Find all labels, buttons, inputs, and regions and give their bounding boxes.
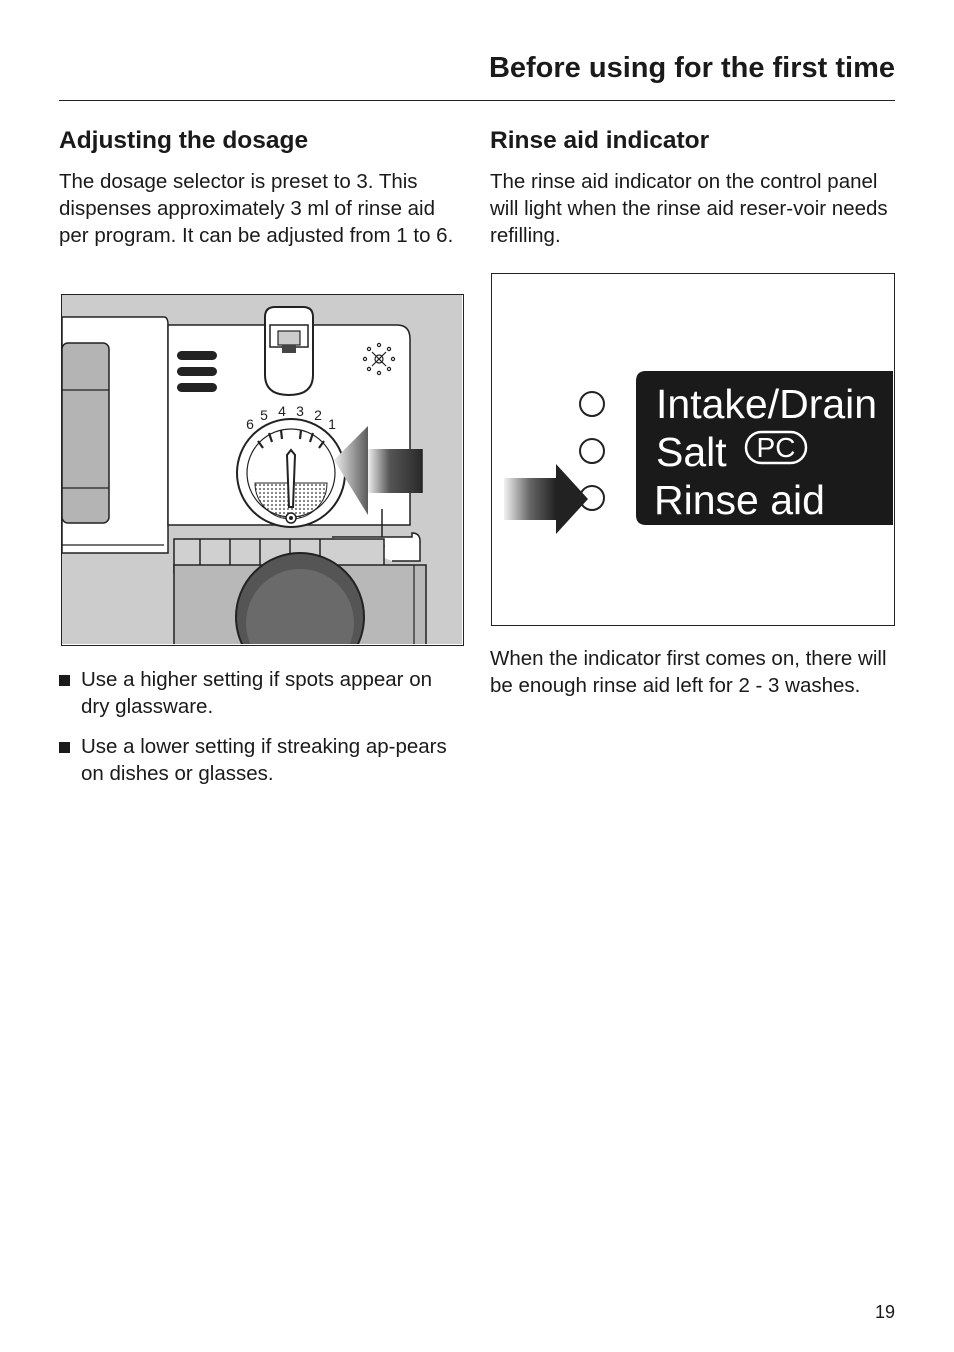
bullet-icon — [59, 675, 70, 686]
dial-number-1: 1 — [328, 416, 336, 432]
list-item — [59, 666, 464, 720]
salt-indicator-light — [580, 439, 604, 463]
adjusting-dosage-text: The dosage selector is preset to 3. This dispenses approximately 3 ml of rinse aid per program. It can be adjusted from 1 to 6. — [59, 170, 454, 247]
rinse-aid-indicator-text: The rinse aid indicator on the control panel will light when the rinse aid reser-voir needs refilling. — [490, 170, 888, 247]
rinse-aid-indicator-heading: Rinse aid indicator — [490, 127, 710, 154]
dial-number-6: 6 — [246, 416, 254, 432]
rinse-aid-remaining-note — [490, 645, 895, 699]
left-column — [59, 126, 464, 249]
header-divider — [59, 100, 895, 101]
arrow-icon — [504, 464, 588, 534]
rinse-aid-label: Rinse aid — [654, 477, 825, 523]
dosage-selector-illustration — [61, 294, 464, 646]
pc-badge-label: PC — [756, 432, 796, 463]
dial-number-3: 3 — [296, 403, 304, 419]
dial-number-2: 2 — [314, 407, 322, 423]
dial-number-5: 5 — [260, 407, 268, 423]
page-header-title: Before using for the first time — [488, 52, 895, 84]
salt-label: Salt — [656, 429, 727, 475]
intake-drain-label: Intake/Drain — [656, 381, 878, 427]
page-number: 19 — [874, 1302, 895, 1322]
list-item-text: Use a higher setting if spots appear on dry glassware. — [81, 668, 432, 718]
intake-drain-indicator-light — [580, 392, 604, 416]
dosage-dial[interactable] — [237, 419, 345, 527]
rinse-aid-remaining-text: When the indicator first comes on, there will be enough rinse aid left for 2 - 3 washes. — [490, 647, 887, 697]
list-item-text: Use a lower setting if streaking ap-pears on dishes or glasses. — [81, 735, 447, 785]
right-column — [490, 126, 895, 249]
dosage-tips-list — [59, 666, 464, 800]
dial-number-4: 4 — [278, 403, 286, 419]
rinse-aid-indicator-illustration — [491, 273, 895, 626]
list-item — [59, 733, 464, 787]
bullet-icon — [59, 742, 70, 753]
adjusting-dosage-heading: Adjusting the dosage — [59, 127, 309, 154]
